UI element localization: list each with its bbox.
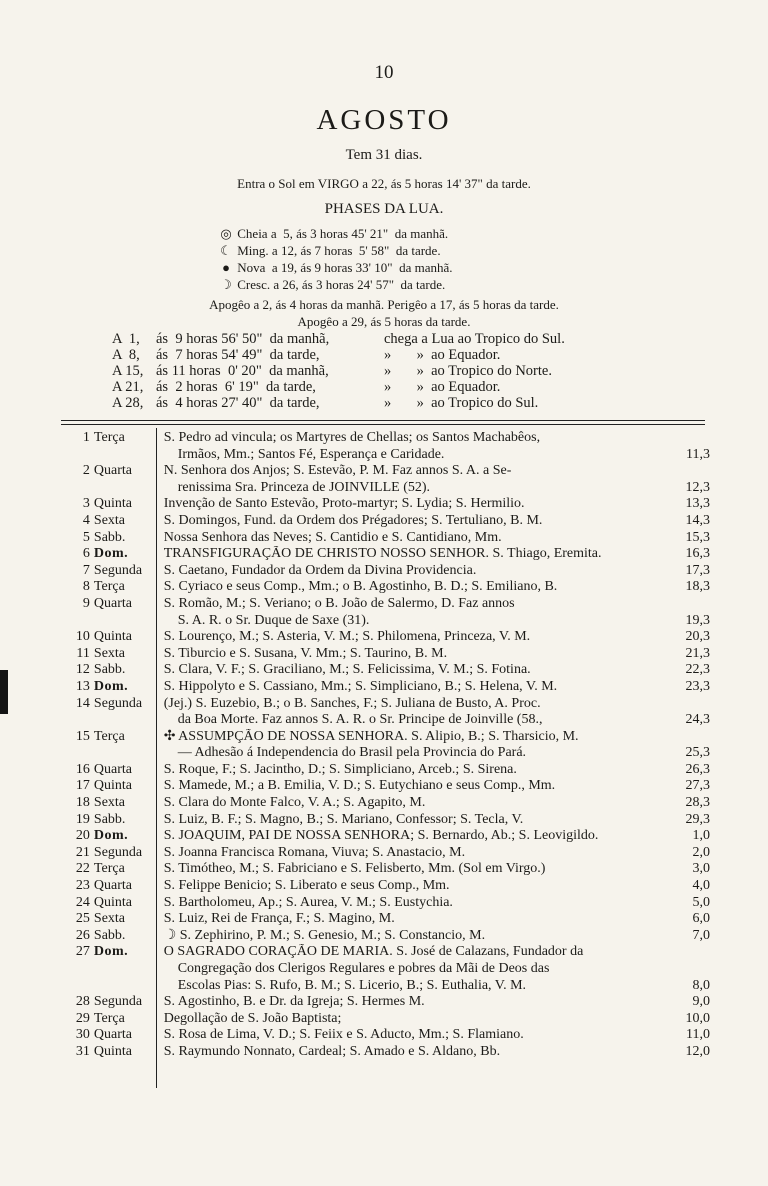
moon-position-day: A 21, <box>112 379 144 395</box>
saints-line: S. Rosa de Lima, V. D.; S. Feiix e S. Aducto, Mm.; S. Flamiano. <box>163 1027 524 1043</box>
moon-age: 8,0 <box>692 977 710 993</box>
saints-text <box>156 696 666 729</box>
day-number: 7 <box>82 562 90 578</box>
day-number: 12 <box>75 662 90 678</box>
new-moon-icon: ● <box>222 260 230 275</box>
weekday: Sexta <box>93 911 126 927</box>
saints-line: S. Luiz, Rei de França, F.; S. Magino, M. <box>163 911 395 927</box>
weekday: Segunda <box>93 844 143 860</box>
moon-age: 2,0 <box>692 844 710 860</box>
day-number: 25 <box>75 911 90 927</box>
saints-line: S. Mamede, M.; a B. Emilia, V. D.; S. Eutychiano e seus Comp., Mm. <box>163 778 556 794</box>
moon-age: 18,3 <box>685 579 710 595</box>
saints-line: S. JOAQUIM, PAI DE NOSSA SENHORA; S. Bernardo, Ab.; S. Leovigildo. <box>163 828 599 844</box>
moon-age: 20,3 <box>685 629 710 645</box>
day-number: 29 <box>75 1010 90 1026</box>
calendar-row <box>60 513 710 530</box>
calendar-row <box>60 679 710 696</box>
moon-position-time: ás 7 horas 54' 49" da tarde, <box>156 347 320 363</box>
moon-position-row <box>112 395 672 411</box>
phases-title: PHASES DA LUA. <box>324 201 444 217</box>
calendar-row <box>60 828 710 845</box>
weekday: Segunda <box>93 695 143 711</box>
saints-line: ✣ ASSUMPÇÃO DE NOSSA SENHORA. S. Alipio, B.; S. Tharsicio, M. <box>163 728 579 744</box>
saints-line: S. Felippe Benicio; S. Liberato e seus Comp., Mm. <box>163 878 450 894</box>
calendar-row <box>60 845 710 862</box>
moon-position-time: ás 2 horas 6' 19" da tarde, <box>156 379 316 395</box>
weekday: Sabb. <box>93 811 126 827</box>
saints-line: S. Pedro ad vincula; os Martyres de Chellas; os Santos Machabêos, <box>163 430 541 445</box>
saints-line: S. Domingos, Fund. da Ordem dos Prégadores; S. Tertuliano, B. M. <box>163 512 543 528</box>
calendar-row <box>60 629 710 646</box>
calendar-row <box>60 861 710 878</box>
sun-entry: Entra o Sol em VIRGO a 22, ás 5 horas 14' 37" da tarde. <box>237 176 531 191</box>
saints-line: Degollação de S. João Baptista; <box>163 1010 342 1026</box>
day-number: 9 <box>82 595 90 611</box>
moon-age: 29,3 <box>685 811 710 827</box>
saints-line: S. Bartholomeu, Ap.; S. Aurea, V. M.; S. Eustychia. <box>163 894 453 910</box>
moon-position-time: ás 9 horas 56' 50" da manhã, <box>156 331 330 347</box>
day-number: 16 <box>75 761 90 777</box>
weekday: Dom. <box>93 944 129 960</box>
calendar-row <box>60 1011 710 1028</box>
saints-text <box>156 911 666 928</box>
moon-age: 1,0 <box>692 828 710 844</box>
calendar-row <box>60 496 710 513</box>
saints-line: S. Clara, V. F.; S. Graciliano, M.; S. Felicissima, V. M.; S. Fotina. <box>163 662 531 678</box>
moon-age: 17,3 <box>685 562 710 578</box>
moon-position-event: » » ao Tropico do Sul. <box>384 395 539 411</box>
saints-line: renissima Sra. Princeza de JOINVILLE (52). <box>177 479 431 495</box>
weekday: Quinta <box>93 894 133 910</box>
saints-line: S. Joanna Francisca Romana, Viuva; S. Anastacio, M. <box>163 844 466 860</box>
saints-text <box>156 629 666 646</box>
weekday: Quarta <box>93 878 132 894</box>
moon-age: 12,0 <box>685 1043 710 1059</box>
saints-text <box>156 646 666 663</box>
moon-position-event: » » ao Tropico do Norte. <box>384 363 552 379</box>
saints-line: (Jej.) S. Euzebio, B.; o B. Sanches, F.; S. Juliana de Busto, A. Proc. <box>163 695 541 711</box>
saints-line: Congregação dos Clerigos Regulares e pobres da Mãi de Deos das <box>177 961 550 976</box>
day-number: 2 <box>82 463 90 479</box>
saints-text <box>156 878 666 895</box>
weekday: Sexta <box>93 512 126 528</box>
day-number: 21 <box>75 844 90 860</box>
moon-age: 13,3 <box>685 496 710 512</box>
weekday: Segunda <box>93 562 143 578</box>
weekday: Segunda <box>93 994 143 1010</box>
moon-age: 12,3 <box>685 479 710 495</box>
calendar-row <box>60 795 710 812</box>
saints-line: S. Caetano, Fundador da Ordem da Divina Providencia. <box>163 562 477 578</box>
calendar-row <box>60 662 710 679</box>
moon-age: 23,3 <box>685 678 710 694</box>
saints-text <box>156 662 666 679</box>
phase-row <box>218 242 658 259</box>
page-number: 10 <box>374 62 394 83</box>
calendar-row <box>60 762 710 779</box>
day-number: 24 <box>75 894 90 910</box>
moon-age: 5,0 <box>692 894 710 910</box>
calendar-row <box>60 895 710 912</box>
weekday: Quarta <box>93 463 132 479</box>
day-number: 5 <box>82 529 90 545</box>
phase-text: Cheia a 5, ás 3 horas 45' 21" da manhã. <box>234 226 449 241</box>
calendar-row <box>60 579 710 596</box>
saints-line: S. Luiz, B. F.; S. Magno, B.; S. Mariano, Confessor; S. Tecla, V. <box>163 811 524 827</box>
saints-text <box>156 944 666 994</box>
day-number: 22 <box>75 861 90 877</box>
calendar-row <box>60 546 710 563</box>
weekday: Quinta <box>93 778 133 794</box>
saints-text <box>156 795 666 812</box>
divider-top <box>61 420 705 421</box>
saints-text <box>156 845 666 862</box>
moon-age: 27,3 <box>685 778 710 794</box>
moon-age: 25,3 <box>685 745 710 761</box>
saints-line: TRANSFIGURAÇÃO DE CHRISTO NOSSO SENHOR. S. Thiago, Eremita. <box>163 546 602 562</box>
saints-line: S. Roque, F.; S. Jacintho, D.; S. Simpliciano, Arceb.; S. Sirena. <box>163 761 517 777</box>
saints-line: N. Senhora dos Anjos; S. Estevão, P. M. Faz annos S. A. a Se- <box>163 463 512 479</box>
day-number: 27 <box>75 944 90 960</box>
weekday: Terça <box>93 728 125 744</box>
saints-text <box>156 546 666 563</box>
weekday: Terça <box>93 579 125 595</box>
day-number: 1 <box>82 430 90 445</box>
day-number: 13 <box>75 678 90 694</box>
saints-text <box>156 530 666 547</box>
weekday: Sabb. <box>93 662 126 678</box>
saints-text <box>156 895 666 912</box>
day-number: 26 <box>75 927 90 943</box>
saints-line: S. Hippolyto e S. Cassiano, Mm.; S. Simpliciano, B.; S. Helena, V. M. <box>163 678 558 694</box>
saints-text <box>156 729 666 762</box>
first-quarter-icon: ☽ <box>220 277 232 292</box>
moon-position-event: » » ao Equador. <box>384 379 501 395</box>
moon-position-day: A 28, <box>112 395 144 411</box>
saints-text <box>156 861 666 878</box>
saints-text <box>156 828 666 845</box>
weekday: Quinta <box>93 1043 133 1059</box>
saints-text <box>156 596 666 629</box>
moon-position-day: A 1, <box>112 331 140 347</box>
apogee-line-1: Apogêo a 2, ás 4 horas da manhã. Perigêo a 17, ás 5 horas da tarde. <box>209 297 559 312</box>
saints-line: — Adhesão á Independencia do Brasil pela Provincia do Pará. <box>177 745 527 761</box>
saints-text <box>156 679 666 696</box>
calendar-row <box>60 646 710 663</box>
moon-position-row <box>112 363 672 379</box>
saints-text <box>156 513 666 530</box>
saints-line: Nossa Senhora das Neves; S. Cantidio e S. Cantidiano, Mm. <box>163 529 502 545</box>
moon-position-time: ás 11 horas 0' 20" da manhã, <box>156 363 329 379</box>
saints-text <box>156 1027 666 1044</box>
weekday: Sabb. <box>93 927 126 943</box>
saints-line: S. Raymundo Nonnato, Cardeal; S. Amado e S. Aldano, Bb. <box>163 1043 501 1059</box>
weekday: Sexta <box>93 645 126 661</box>
moon-age: 11,3 <box>686 446 710 462</box>
moon-age: 10,0 <box>685 1010 710 1026</box>
saints-line: O SAGRADO CORAÇÃO DE MARIA. S. José de Calazans, Fundador da <box>163 944 584 960</box>
moon-position-event: » » ao Equador. <box>384 347 501 363</box>
moon-position-day: A 15, <box>112 363 144 379</box>
calendar-row <box>60 911 710 928</box>
weekday: Sexta <box>93 795 126 811</box>
saints-text <box>156 579 666 596</box>
phase-text: Ming. a 12, ás 7 horas 5' 58" da tarde. <box>234 243 441 258</box>
calendar-row <box>60 563 710 580</box>
weekday: Quinta <box>93 629 133 645</box>
moon-phases <box>218 225 658 293</box>
day-number: 3 <box>82 496 90 512</box>
moon-age: 24,3 <box>685 712 710 728</box>
moon-age: 16,3 <box>685 546 710 562</box>
calendar-row <box>60 1044 710 1061</box>
calendar-row <box>60 596 710 629</box>
moon-positions <box>112 331 672 411</box>
weekday: Quarta <box>93 1027 132 1043</box>
full-moon-icon: ◎ <box>220 226 232 241</box>
calendar-table <box>60 430 710 1061</box>
saints-text <box>156 430 666 463</box>
day-number: 14 <box>75 695 90 711</box>
day-number: 19 <box>75 811 90 827</box>
saints-text <box>156 463 666 496</box>
calendar-row <box>60 878 710 895</box>
moon-age: 11,0 <box>686 1027 710 1043</box>
moon-age: 21,3 <box>685 645 710 661</box>
moon-age: 15,3 <box>685 529 710 545</box>
weekday: Sabb. <box>93 529 126 545</box>
moon-position-day: A 8, <box>112 347 140 363</box>
saints-text <box>156 496 666 513</box>
moon-age: 22,3 <box>685 662 710 678</box>
weekday: Dom. <box>93 546 129 562</box>
last-quarter-icon: ☾ <box>220 243 232 258</box>
moon-position-event: chega a Lua ao Tropico do Sul. <box>384 331 565 347</box>
moon-position-row <box>112 347 672 363</box>
saints-text <box>156 762 666 779</box>
moon-age: 26,3 <box>685 761 710 777</box>
days-count: Tem 31 dias. <box>345 147 423 163</box>
day-number: 4 <box>82 512 90 528</box>
calendar-row <box>60 463 710 496</box>
day-number: 28 <box>75 994 90 1010</box>
edge-mark <box>0 670 8 714</box>
calendar-row <box>60 928 710 945</box>
day-number: 30 <box>75 1027 90 1043</box>
calendar-row <box>60 812 710 829</box>
phase-text: Cresc. a 26, ás 3 horas 24' 57" da tarde. <box>234 277 446 292</box>
saints-line: S. Lourenço, M.; S. Asteria, V. M.; S. Philomena, Princeza, V. M. <box>163 629 531 645</box>
saints-line: Escolas Pias: S. Rufo, B. M.; S. Licerio, B.; S. Euthalia, V. M. <box>177 977 527 993</box>
calendar-row <box>60 696 710 729</box>
day-number: 31 <box>75 1043 90 1059</box>
day-number: 10 <box>75 629 90 645</box>
saints-line: S. Cyriaco e seus Comp., Mm.; o B. Agostinho, B. D.; S. Emiliano, B. <box>163 579 558 595</box>
calendar-row <box>60 1027 710 1044</box>
day-number: 6 <box>82 546 90 562</box>
month-title: AGOSTO <box>316 104 452 136</box>
day-number: 20 <box>75 828 90 844</box>
saints-text <box>156 778 666 795</box>
phase-text: Nova a 19, ás 9 horas 33' 10" da manhã. <box>234 260 453 275</box>
saints-text <box>156 1011 666 1028</box>
saints-line: ☽ S. Zephirino, P. M.; S. Genesio, M.; S. Constancio, M. <box>163 927 486 943</box>
weekday: Quarta <box>93 761 132 777</box>
saints-text <box>156 563 666 580</box>
moon-position-time: ás 4 horas 27' 40" da tarde, <box>156 395 320 411</box>
apogee-line-2: Apogêo a 29, ás 5 horas da tarde. <box>297 314 471 329</box>
calendar-row <box>60 530 710 547</box>
weekday: Terça <box>93 861 125 877</box>
saints-line: S. Clara do Monte Falco, V. A.; S. Agapito, M. <box>163 795 426 811</box>
phase-row <box>218 259 658 276</box>
saints-line: da Boa Morte. Faz annos S. A. R. o Sr. Principe de Joinville (58., <box>177 712 543 728</box>
saints-line: S. Tiburcio e S. Susana, V. Mm.; S. Taurino, B. M. <box>163 645 448 661</box>
day-number: 17 <box>75 778 90 794</box>
saints-line: S. Agostinho, B. e Dr. da Igreja; S. Hermes M. <box>163 994 425 1010</box>
weekday: Dom. <box>93 678 129 694</box>
moon-age: 4,0 <box>692 878 710 894</box>
weekday: Quinta <box>93 496 133 512</box>
moon-age: 7,0 <box>692 927 710 943</box>
saints-text <box>156 812 666 829</box>
saints-line: S. A. R. o Sr. Duque de Saxe (31). <box>177 612 370 628</box>
calendar-row <box>60 430 710 463</box>
phase-row <box>218 225 658 242</box>
saints-line: S. Romão, M.; S. Veriano; o B. João de Salermo, D. Faz annos <box>163 595 515 611</box>
moon-age: 3,0 <box>692 861 710 877</box>
moon-age: 9,0 <box>692 994 710 1010</box>
day-number: 11 <box>76 645 90 661</box>
day-number: 15 <box>75 728 90 744</box>
saints-line: Invenção de Santo Estevão, Proto-martyr; S. Lydia; S. Hermilio. <box>163 496 525 512</box>
moon-position-row <box>112 331 672 347</box>
saints-text <box>156 928 666 945</box>
moon-age: 19,3 <box>685 612 710 628</box>
moon-age: 28,3 <box>685 795 710 811</box>
day-number: 23 <box>75 878 90 894</box>
calendar-row <box>60 778 710 795</box>
phase-row <box>218 276 658 293</box>
calendar-row <box>60 994 710 1011</box>
saints-line: S. Timótheo, M.; S. Fabriciano e S. Felisberto, Mm. (Sol em Virgo.) <box>163 861 546 877</box>
day-number: 18 <box>75 795 90 811</box>
saints-line: Irmãos, Mm.; Santos Fé, Esperança e Caridade. <box>177 446 445 462</box>
weekday: Quarta <box>93 595 132 611</box>
divider-bottom <box>61 424 705 425</box>
calendar-row <box>60 729 710 762</box>
moon-age: 14,3 <box>685 512 710 528</box>
moon-age: 6,0 <box>692 911 710 927</box>
weekday: Terça <box>93 430 125 445</box>
calendar-row <box>60 944 710 994</box>
saints-text <box>156 1044 666 1061</box>
day-number: 8 <box>82 579 90 595</box>
saints-text <box>156 994 666 1011</box>
moon-position-row <box>112 379 672 395</box>
weekday: Dom. <box>93 828 129 844</box>
weekday: Terça <box>93 1010 125 1026</box>
